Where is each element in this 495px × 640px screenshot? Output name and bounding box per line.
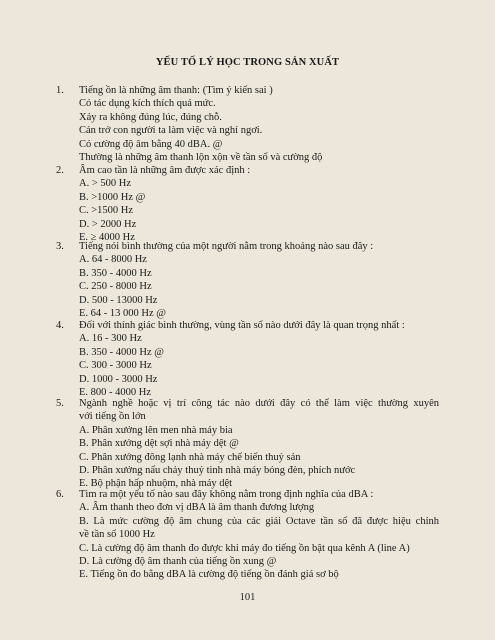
page-title: YẾU TỐ LÝ HỌC TRONG SẢN XUẤT xyxy=(155,57,340,68)
answer-option: Thường là những âm thanh lộn xộn về tần số và cường độ xyxy=(79,152,323,164)
question-stem: Tìm ra một yếu tố nào sau đây không nằm trong định nghĩa của dBA : xyxy=(79,489,374,500)
answer-option: C. 250 - 8000 Hz xyxy=(79,281,152,293)
question-stem: Ngành nghề hoặc vị trí công tác nào dưới đây có thể làm việc thường xuyên xyxy=(79,398,439,409)
answer-option: C. Là cường độ âm thanh đo được khi máy đo tiếng ồn bật qua kênh A (line A) xyxy=(79,542,410,554)
question-content xyxy=(79,488,439,582)
answer-option: B. Là mức cường độ âm chung của các giải Octave tần số đã được hiệu chỉnh xyxy=(79,515,439,527)
answer-option: E. 800 - 4000 Hz xyxy=(79,387,152,399)
question-content xyxy=(79,240,439,320)
question-content xyxy=(79,319,439,399)
answer-option: A. Âm thanh theo đơn vị dBA là âm thanh đương lượng xyxy=(79,502,315,514)
question-stem: Tiếng ồn là những âm thanh: (Tìm ý kiến sai ) xyxy=(79,85,273,96)
answer-option: D. Là cường độ âm thanh của tiếng ồn xung @ xyxy=(79,556,277,568)
answer-option: B. >1000 Hz @ xyxy=(79,191,146,203)
question-number: 5. xyxy=(56,398,64,409)
question-number: 4. xyxy=(56,320,64,331)
question-number: 1. xyxy=(56,85,64,96)
answer-option: D. 1000 - 3000 Hz xyxy=(79,373,158,385)
question-number: 6. xyxy=(56,489,64,500)
answer-option: E. ≥ 4000 Hz xyxy=(79,232,135,244)
answer-option: C. 300 - 3000 Hz xyxy=(79,360,152,372)
question-number: 2. xyxy=(56,165,64,176)
question-number: 3. xyxy=(56,241,64,252)
answer-option: A. > 500 Hz xyxy=(79,178,131,190)
answer-option: B. Phân xưởng dệt sợi nhà máy dệt @ xyxy=(79,438,239,450)
answer-option: C. >1500 Hz xyxy=(79,205,134,217)
answer-option: Có tác dụng kích thích quá mức. xyxy=(79,98,216,110)
answer-option: E. Tiếng ồn đo bằng dBA là cường độ tiếng ồn đánh giá sơ bộ xyxy=(79,569,339,581)
question-content xyxy=(79,164,439,244)
answer-option: E. 64 - 13 000 Hz @ xyxy=(79,308,166,320)
page-number: 101 xyxy=(239,592,256,603)
question-stem: Tiếng nói bình thường của một người nằm trong khoảng nào sau đây : xyxy=(79,241,374,252)
answer-option: về tần số 1000 Hz xyxy=(79,529,155,541)
question-stem: với tiếng ồn lớn xyxy=(79,411,146,423)
answer-option: A. 16 - 300 Hz xyxy=(79,333,142,345)
answer-option: D. 500 - 13000 Hz xyxy=(79,294,158,306)
answer-option: C. Phân xưởng đông lạnh nhà máy chế biến thuỷ sản xyxy=(79,451,301,463)
answer-option: D. > 2000 Hz xyxy=(79,218,137,230)
answer-option: Xảy ra không đúng lúc, đúng chỗ. xyxy=(79,111,222,123)
question-content xyxy=(79,397,439,491)
answer-option: Có cường độ âm bằng 40 dBA. @ xyxy=(79,138,223,150)
answer-option: A. 64 - 8000 Hz xyxy=(79,254,147,266)
question-stem: Âm cao tần là những âm được xác định : xyxy=(79,165,251,176)
answer-option: B. 350 - 4000 Hz @ xyxy=(79,346,164,358)
answer-option: D. Phân xưởng nấu chảy thuỷ tinh nhà máy bóng đèn, phích nước xyxy=(79,465,356,477)
answer-option: Cản trở con người ta làm việc và nghỉ ngơi. xyxy=(79,125,263,137)
answer-option: B. 350 - 4000 Hz xyxy=(79,267,152,279)
question-stem: Đối với thính giác bình thường, vùng tần số nào dưới đây là quan trọng nhất : xyxy=(79,320,405,331)
answer-option: A. Phân xưởng lên men nhà máy bia xyxy=(79,424,233,436)
question-content xyxy=(79,84,439,164)
answer-option: E. Bộ phận hấp nhuộm, nhà máy dệt xyxy=(79,478,233,490)
